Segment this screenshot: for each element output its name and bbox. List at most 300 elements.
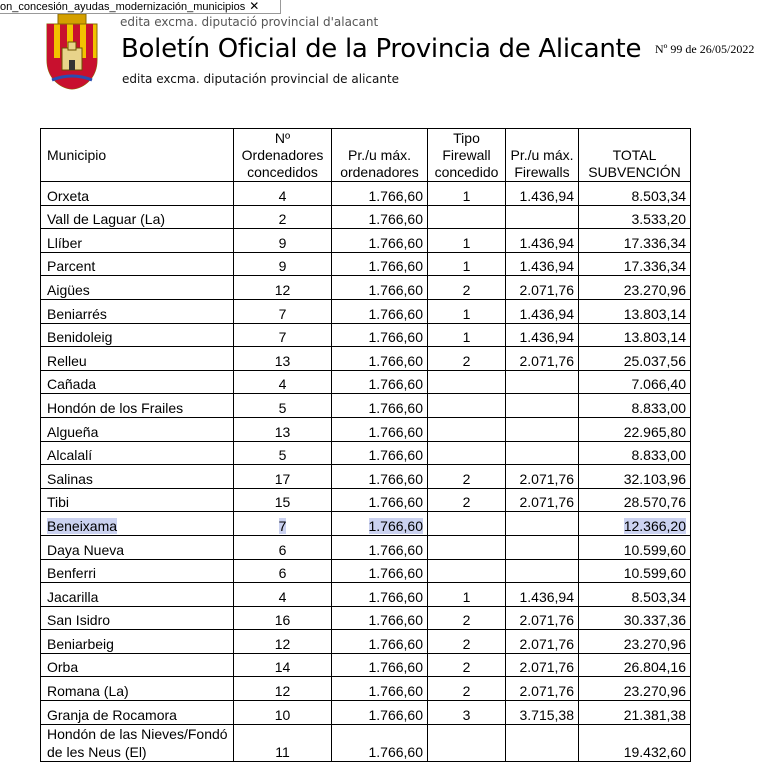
cell-municipio-text: Benferri xyxy=(47,565,97,582)
cell-ordenadores-text: 10 xyxy=(274,706,291,723)
cell-ordenadores-text: 7 xyxy=(278,305,287,322)
cell-ordenadores xyxy=(234,205,332,229)
cell-municipio xyxy=(41,630,234,654)
cell-municipio xyxy=(41,323,234,347)
cell-pr-ordenadores-text: 1.766,60 xyxy=(368,588,423,605)
cell-tipo-firewall xyxy=(428,583,506,607)
cell-ordenadores-text: 9 xyxy=(278,234,287,251)
cell-municipio-text: Daya Nueva xyxy=(47,541,125,558)
cell-total xyxy=(579,677,691,701)
cell-municipio xyxy=(41,252,234,276)
cell-pr-firewalls xyxy=(506,370,579,394)
cell-total-text: 23.270,96 xyxy=(623,281,686,298)
cell-tipo-firewall-text: 2 xyxy=(462,470,471,487)
cell-pr-ordenadores xyxy=(332,276,428,300)
header-top-strip: edita excma. diputació provincial d'alacant xyxy=(120,15,379,29)
cell-municipio xyxy=(41,606,234,630)
cell-pr-firewalls-text: 1.436,94 xyxy=(519,329,574,346)
cell-tipo-firewall-text: 1 xyxy=(462,187,471,204)
cell-total xyxy=(579,182,691,206)
cell-pr-ordenadores-text: 1.766,60 xyxy=(368,376,423,393)
cell-total xyxy=(579,370,691,394)
cell-pr-ordenadores-text: 1.766,60 xyxy=(368,305,423,322)
cell-pr-ordenadores xyxy=(332,441,428,465)
cell-municipio-text: Granja de Rocamora xyxy=(47,706,177,723)
cell-pr-firewalls-text: 1.436,94 xyxy=(519,187,574,204)
cell-tipo-firewall xyxy=(428,370,506,394)
cell-ordenadores xyxy=(234,323,332,347)
cell-ordenadores xyxy=(234,299,332,323)
cell-pr-ordenadores-text: 1.766,60 xyxy=(368,423,423,440)
cell-municipio-text: Hondón de las Nieves/Fondó de les Neus (El) xyxy=(47,725,228,760)
cell-pr-firewalls-text: 2.071,76 xyxy=(519,635,574,652)
col-header-total: TOTAL SUBVENCIÓN xyxy=(579,129,691,182)
cell-pr-firewalls-text: 2.071,76 xyxy=(519,612,574,629)
cell-pr-ordenadores-text: 1.766,60 xyxy=(368,352,423,369)
table-row xyxy=(41,512,691,536)
cell-pr-firewalls xyxy=(506,323,579,347)
cell-ordenadores-text: 9 xyxy=(278,258,287,275)
cell-pr-firewalls xyxy=(506,724,579,761)
table-row xyxy=(41,323,691,347)
table-row xyxy=(41,276,691,300)
cell-pr-firewalls xyxy=(506,229,579,253)
table-row xyxy=(41,653,691,677)
table-row xyxy=(41,252,691,276)
cell-tipo-firewall xyxy=(428,701,506,725)
cell-municipio-text: Vall de Laguar (La) xyxy=(47,211,166,228)
cell-municipio xyxy=(41,205,234,229)
table-row xyxy=(41,606,691,630)
cell-tipo-firewall-text: 1 xyxy=(462,234,471,251)
cell-ordenadores-text: 13 xyxy=(274,352,291,369)
cell-municipio-text: Aigües xyxy=(47,281,90,298)
cell-pr-ordenadores-text: 1.766,60 xyxy=(368,470,423,487)
cell-pr-firewalls xyxy=(506,583,579,607)
cell-ordenadores-text: 17 xyxy=(274,470,291,487)
cell-municipio xyxy=(41,488,234,512)
cell-pr-ordenadores xyxy=(332,488,428,512)
cell-pr-ordenadores-text: 1.766,60 xyxy=(368,187,423,204)
page-subtitle: edita excma. diputación provincial de alicante xyxy=(122,72,400,86)
table-row xyxy=(41,677,691,701)
cell-pr-firewalls xyxy=(506,535,579,559)
cell-pr-ordenadores-text: 1.766,60 xyxy=(368,683,423,700)
cell-municipio xyxy=(41,229,234,253)
cell-tipo-firewall-text: 1 xyxy=(462,258,471,275)
cell-ordenadores-text: 15 xyxy=(274,494,291,511)
table-row xyxy=(41,583,691,607)
subsidy-table xyxy=(40,128,691,762)
table-row xyxy=(41,205,691,229)
cell-ordenadores xyxy=(234,559,332,583)
cell-pr-firewalls-text: 2.071,76 xyxy=(519,659,574,676)
cell-pr-firewalls xyxy=(506,677,579,701)
cell-pr-firewalls xyxy=(506,701,579,725)
cell-pr-ordenadores xyxy=(332,205,428,229)
cell-ordenadores xyxy=(234,465,332,489)
cell-pr-ordenadores-text: 1.766,60 xyxy=(368,258,423,275)
cell-tipo-firewall xyxy=(428,394,506,418)
cell-pr-firewalls xyxy=(506,606,579,630)
cell-tipo-firewall-text: 2 xyxy=(462,683,471,700)
table-row xyxy=(41,465,691,489)
cell-tipo-firewall xyxy=(428,724,506,761)
cell-total-text: 28.570,76 xyxy=(623,494,686,511)
cell-tipo-firewall xyxy=(428,559,506,583)
cell-ordenadores-text: 6 xyxy=(278,541,287,558)
cell-total-text: 13.803,14 xyxy=(623,329,686,346)
cell-ordenadores-text: 4 xyxy=(278,376,287,393)
cell-total-text: 17.336,34 xyxy=(623,234,686,251)
cell-ordenadores xyxy=(234,677,332,701)
cell-tipo-firewall xyxy=(428,417,506,441)
table-row xyxy=(41,559,691,583)
cell-ordenadores-text: 16 xyxy=(274,612,291,629)
cell-total-text: 10.599,60 xyxy=(623,541,686,558)
cell-ordenadores xyxy=(234,182,332,206)
cell-pr-ordenadores xyxy=(332,252,428,276)
cell-ordenadores xyxy=(234,394,332,418)
cell-total xyxy=(579,205,691,229)
cell-pr-firewalls-text: 2.071,76 xyxy=(519,470,574,487)
cell-pr-ordenadores-text: 1.766,60 xyxy=(368,234,423,251)
cell-tipo-firewall-text: 2 xyxy=(462,612,471,629)
cell-tipo-firewall-text: 2 xyxy=(462,635,471,652)
cell-tipo-firewall xyxy=(428,535,506,559)
cell-tipo-firewall xyxy=(428,653,506,677)
cell-pr-ordenadores xyxy=(332,583,428,607)
cell-municipio-text: Beneixama xyxy=(47,517,118,534)
cell-municipio xyxy=(41,677,234,701)
col-header-ordenadores: Nº Ordenadores concedidos xyxy=(234,129,332,182)
cell-pr-ordenadores-text: 1.766,60 xyxy=(368,281,423,298)
document-tab[interactable] xyxy=(0,0,281,14)
cell-municipio-text: Salinas xyxy=(47,470,93,487)
cell-pr-ordenadores xyxy=(332,606,428,630)
cell-pr-firewalls xyxy=(506,465,579,489)
cell-municipio-text: Tibi xyxy=(47,494,70,511)
cell-ordenadores xyxy=(234,724,332,761)
coat-of-arms-icon xyxy=(44,14,100,90)
cell-ordenadores xyxy=(234,583,332,607)
cell-total xyxy=(579,583,691,607)
cell-pr-ordenadores xyxy=(332,535,428,559)
cell-municipio xyxy=(41,701,234,725)
cell-total xyxy=(579,441,691,465)
cell-tipo-firewall xyxy=(428,252,506,276)
cell-pr-firewalls-text: 2.071,76 xyxy=(519,683,574,700)
cell-total-text: 26.804,16 xyxy=(623,659,686,676)
cell-municipio-text: Jacarilla xyxy=(47,588,99,605)
cell-municipio xyxy=(41,182,234,206)
cell-tipo-firewall-text: 2 xyxy=(462,494,471,511)
cell-total xyxy=(579,465,691,489)
cell-pr-firewalls xyxy=(506,630,579,654)
cell-tipo-firewall xyxy=(428,488,506,512)
cell-ordenadores xyxy=(234,276,332,300)
cell-ordenadores-text: 6 xyxy=(278,565,287,582)
cell-pr-ordenadores-text: 1.766,60 xyxy=(368,517,423,534)
cell-ordenadores-text: 14 xyxy=(274,659,291,676)
cell-municipio xyxy=(41,417,234,441)
cell-pr-ordenadores xyxy=(332,653,428,677)
cell-total xyxy=(579,653,691,677)
cell-total-text: 30.337,36 xyxy=(623,612,686,629)
cell-ordenadores-text: 12 xyxy=(274,635,291,652)
cell-pr-firewalls-text: 1.436,94 xyxy=(519,234,574,251)
cell-municipio-text: Algueña xyxy=(47,423,99,440)
table-row xyxy=(41,394,691,418)
cell-pr-ordenadores-text: 1.766,60 xyxy=(368,541,423,558)
cell-tipo-firewall xyxy=(428,229,506,253)
cell-total xyxy=(579,276,691,300)
cell-municipio-text: San Isidro xyxy=(47,612,111,629)
cell-ordenadores xyxy=(234,347,332,371)
cell-tipo-firewall xyxy=(428,182,506,206)
cell-pr-ordenadores xyxy=(332,724,428,761)
cell-total-text: 23.270,96 xyxy=(623,683,686,700)
cell-total-text: 3.533,20 xyxy=(631,211,686,228)
cell-pr-firewalls xyxy=(506,653,579,677)
cell-pr-firewalls xyxy=(506,488,579,512)
cell-total xyxy=(579,606,691,630)
cell-pr-ordenadores xyxy=(332,559,428,583)
cell-total xyxy=(579,229,691,253)
cell-municipio-text: Relleu xyxy=(47,352,87,369)
cell-ordenadores-text: 5 xyxy=(278,447,287,464)
cell-ordenadores xyxy=(234,417,332,441)
cell-pr-ordenadores-text: 1.766,60 xyxy=(368,635,423,652)
cell-municipio-text: Orxeta xyxy=(47,187,90,204)
table-row xyxy=(41,488,691,512)
issue-number: Nº 99 de 26/05/2022 xyxy=(655,42,755,56)
cell-municipio-text: Alcalalí xyxy=(47,447,93,464)
col-header-tipo-firewall: Tipo Firewall concedido xyxy=(428,129,506,182)
cell-ordenadores xyxy=(234,653,332,677)
cell-pr-ordenadores xyxy=(332,229,428,253)
cell-tipo-firewall-text: 2 xyxy=(462,352,471,369)
cell-municipio xyxy=(41,512,234,536)
cell-municipio xyxy=(41,347,234,371)
table-row xyxy=(41,724,691,761)
cell-tipo-firewall xyxy=(428,465,506,489)
cell-ordenadores xyxy=(234,441,332,465)
cell-ordenadores xyxy=(234,701,332,725)
cell-ordenadores xyxy=(234,512,332,536)
cell-pr-ordenadores xyxy=(332,347,428,371)
cell-ordenadores-text: 13 xyxy=(274,423,291,440)
cell-ordenadores-text: 11 xyxy=(275,743,290,760)
cell-tipo-firewall-text: 3 xyxy=(462,706,471,723)
cell-total xyxy=(579,535,691,559)
cell-municipio xyxy=(41,299,234,323)
cell-pr-ordenadores-text: 1.766,60 xyxy=(368,565,423,582)
cell-pr-firewalls-text: 1.436,94 xyxy=(519,588,574,605)
cell-total xyxy=(579,488,691,512)
cell-municipio xyxy=(41,653,234,677)
cell-pr-ordenadores-text: 1.766,60 xyxy=(368,329,423,346)
table-row xyxy=(41,229,691,253)
table-row xyxy=(41,441,691,465)
cell-pr-firewalls xyxy=(506,512,579,536)
table-row xyxy=(41,701,691,725)
cell-tipo-firewall-text: 2 xyxy=(462,281,471,298)
cell-municipio-text: Beniarbeig xyxy=(47,635,114,652)
cell-total-text: 7.066,40 xyxy=(631,376,686,393)
cell-pr-ordenadores-text: 1.766,60 xyxy=(368,494,423,511)
cell-ordenadores xyxy=(234,370,332,394)
cell-pr-ordenadores xyxy=(332,182,428,206)
cell-total-text: 10.599,60 xyxy=(623,565,686,582)
cell-pr-ordenadores xyxy=(332,677,428,701)
cell-pr-firewalls-text: 2.071,76 xyxy=(519,494,574,511)
cell-tipo-firewall xyxy=(428,299,506,323)
cell-pr-firewalls xyxy=(506,182,579,206)
cell-total-text: 23.270,96 xyxy=(623,635,686,652)
cell-municipio-text: Cañada xyxy=(47,376,97,393)
cell-total-text: 13.803,14 xyxy=(623,305,686,322)
cell-ordenadores xyxy=(234,488,332,512)
cell-ordenadores-text: 5 xyxy=(278,399,287,416)
cell-total-text: 19.432,60 xyxy=(623,743,686,760)
cell-municipio xyxy=(41,370,234,394)
close-icon[interactable]: ✕ xyxy=(249,0,260,13)
table-row xyxy=(41,630,691,654)
cell-tipo-firewall-text: 1 xyxy=(462,588,471,605)
cell-pr-ordenadores-text: 1.766,60 xyxy=(368,659,423,676)
cell-tipo-firewall xyxy=(428,276,506,300)
cell-total xyxy=(579,559,691,583)
cell-total-text: 12.366,20 xyxy=(623,517,686,534)
cell-total xyxy=(579,299,691,323)
cell-ordenadores xyxy=(234,252,332,276)
cell-pr-ordenadores xyxy=(332,394,428,418)
cell-municipio-text: Beniarrés xyxy=(47,305,107,322)
page-title: Boletín Oficial de la Provincia de Alicante xyxy=(121,34,642,64)
cell-tipo-firewall xyxy=(428,677,506,701)
cell-ordenadores-text: 4 xyxy=(278,588,287,605)
cell-pr-ordenadores xyxy=(332,465,428,489)
col-header-municipio: Municipio xyxy=(41,129,234,182)
cell-total xyxy=(579,512,691,536)
cell-total-text: 17.336,34 xyxy=(623,258,686,275)
cell-pr-firewalls-text: 2.071,76 xyxy=(519,352,574,369)
cell-ordenadores xyxy=(234,606,332,630)
cell-pr-ordenadores xyxy=(332,630,428,654)
cell-tipo-firewall-text: 1 xyxy=(462,329,471,346)
cell-municipio xyxy=(41,276,234,300)
cell-pr-firewalls xyxy=(506,394,579,418)
cell-ordenadores-text: 4 xyxy=(278,187,287,204)
cell-tipo-firewall xyxy=(428,606,506,630)
cell-total xyxy=(579,630,691,654)
cell-tipo-firewall-text: 2 xyxy=(462,659,471,676)
col-header-pr-ordenadores: Pr./u máx. ordenadores xyxy=(332,129,428,182)
cell-total xyxy=(579,394,691,418)
cell-ordenadores xyxy=(234,535,332,559)
cell-pr-firewalls xyxy=(506,417,579,441)
cell-pr-ordenadores-text: 1.766,60 xyxy=(368,612,423,629)
cell-pr-ordenadores xyxy=(332,701,428,725)
cell-municipio-text: Hondón de los Frailes xyxy=(47,399,184,416)
cell-pr-firewalls xyxy=(506,276,579,300)
cell-ordenadores-text: 2 xyxy=(278,211,287,228)
cell-municipio xyxy=(41,724,234,761)
table-row xyxy=(41,182,691,206)
cell-ordenadores xyxy=(234,630,332,654)
cell-municipio xyxy=(41,535,234,559)
cell-pr-firewalls xyxy=(506,347,579,371)
cell-total-text: 25.037,56 xyxy=(623,352,686,369)
cell-total-text: 22.965,80 xyxy=(623,423,686,440)
cell-total-text: 32.103,96 xyxy=(623,470,686,487)
cell-total xyxy=(579,252,691,276)
cell-total xyxy=(579,701,691,725)
cell-municipio-text: Parcent xyxy=(47,258,96,275)
cell-pr-ordenadores-text: 1.766,60 xyxy=(368,706,423,723)
cell-tipo-firewall-text: 1 xyxy=(462,305,471,322)
cell-municipio xyxy=(41,441,234,465)
cell-municipio xyxy=(41,465,234,489)
cell-total-text: 8.833,00 xyxy=(631,399,686,416)
cell-municipio-text: Llíber xyxy=(47,234,83,251)
cell-pr-ordenadores-text: 1.766,60 xyxy=(368,211,423,228)
cell-tipo-firewall xyxy=(428,630,506,654)
table-header-row xyxy=(41,129,691,182)
col-header-pr-firewalls: Pr./u máx. Firewalls xyxy=(506,129,579,182)
cell-pr-firewalls-text: 1.436,94 xyxy=(519,258,574,275)
cell-total xyxy=(579,323,691,347)
table-row xyxy=(41,370,691,394)
cell-pr-firewalls xyxy=(506,205,579,229)
cell-tipo-firewall xyxy=(428,323,506,347)
cell-pr-firewalls xyxy=(506,299,579,323)
cell-tipo-firewall xyxy=(428,441,506,465)
cell-pr-ordenadores xyxy=(332,370,428,394)
cell-tipo-firewall xyxy=(428,205,506,229)
cell-tipo-firewall xyxy=(428,347,506,371)
cell-municipio xyxy=(41,583,234,607)
table-row xyxy=(41,347,691,371)
cell-ordenadores-text: 7 xyxy=(278,517,287,534)
tab-title: on_concesión_ayudas_modernización_municipios xyxy=(0,1,246,13)
cell-pr-firewalls xyxy=(506,252,579,276)
cell-municipio-text: Romana (La) xyxy=(47,683,129,700)
cell-tipo-firewall xyxy=(428,512,506,536)
table-row xyxy=(41,417,691,441)
cell-pr-firewalls-text: 1.436,94 xyxy=(519,305,574,322)
table-row xyxy=(41,299,691,323)
cell-pr-ordenadores-text: 1.766,60 xyxy=(368,743,423,760)
cell-municipio xyxy=(41,559,234,583)
cell-ordenadores-text: 12 xyxy=(274,683,291,700)
cell-total-text: 8.503,34 xyxy=(631,588,686,605)
cell-pr-ordenadores-text: 1.766,60 xyxy=(368,399,423,416)
cell-municipio xyxy=(41,394,234,418)
cell-pr-firewalls-text: 3.715,38 xyxy=(519,706,574,723)
cell-pr-ordenadores xyxy=(332,417,428,441)
cell-pr-firewalls xyxy=(506,441,579,465)
cell-ordenadores-text: 12 xyxy=(274,281,291,298)
cell-pr-ordenadores xyxy=(332,512,428,536)
table-row xyxy=(41,535,691,559)
cell-ordenadores-text: 7 xyxy=(278,329,287,346)
cell-pr-ordenadores xyxy=(332,323,428,347)
cell-total-text: 8.503,34 xyxy=(631,187,686,204)
cell-ordenadores xyxy=(234,229,332,253)
cell-total xyxy=(579,347,691,371)
